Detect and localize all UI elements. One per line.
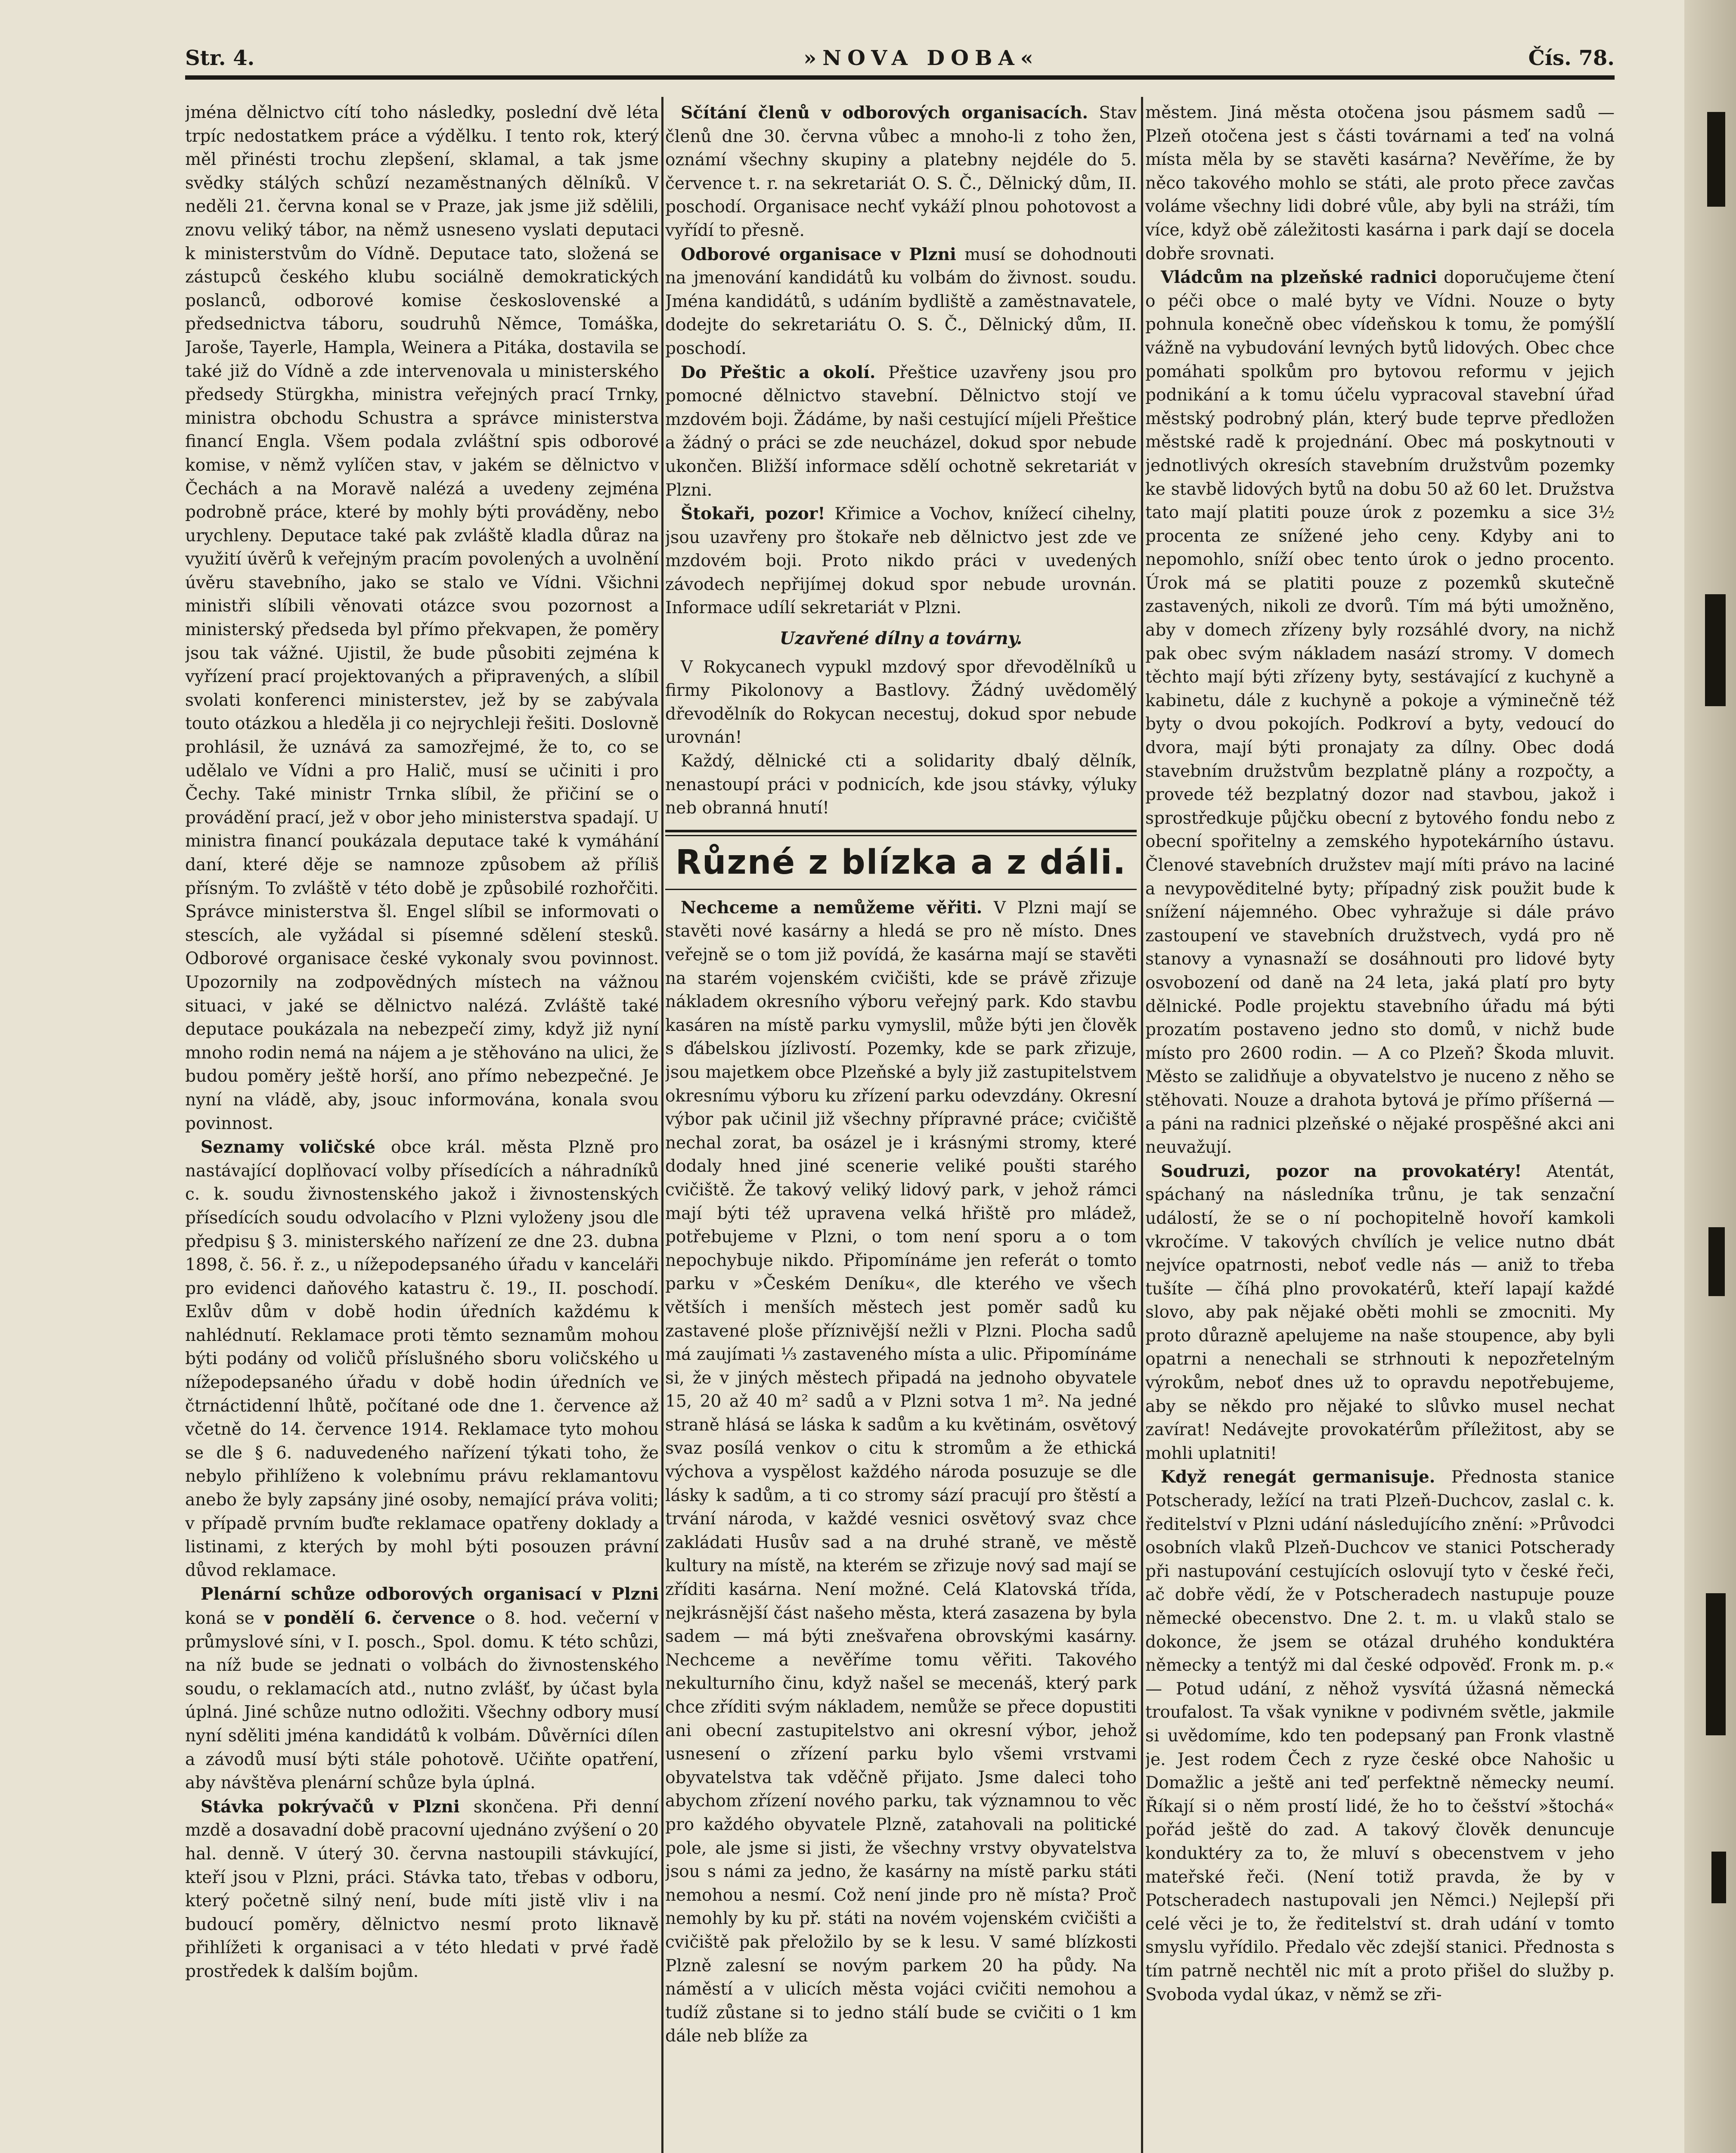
article-text: musí se dohodnouti na jmenování kandidátů ku volbám do živnost. soudu. Jména kandidátů, s udáním bydliště a zaměstnavatele, dodejte do sekretariátu O. S. Č., Dělnický dům, II. poschodí. [665,245,1137,358]
column-3 [1145,101,1615,2153]
article-paragraph [665,896,1137,2048]
article-text: V Plzni mají se stavěti nové kasárny a hledá se pro ně místo. Dnes veřejně se o tom již povídá, že kasárna mají se stavěti na starém vojenském cvičišti, kde se právě zřizuje nákladem okresního výboru veřejný park. Kdo stavbu kasáren na místě parku vymyslil, může býti jen člověk s ďábelskou jízlivostí. Pozemky, kde se park zřizuje, jsou majetkem obce Plzeňské a byly již zastupitelstvem okresnímu výboru ku zřízení parku odevzdány. Okresní výbor pak učinil již všechny přípravné práce; cvičiště nechal zorat, ba osázel je i krásnými stromy, které dodaly hned jiné scenerie veliké poušti starého cvičiště. Že takový veliký lidový park, v jehož rámci mají býti též upravena velká hřiště pro mládež, potřebujeme v Plzni, o tom není sporu a o tom nepochybuje nikdo. Připomínáme jen referát o tomto parku v »Českém Deníku«, dle kterého ve všech větších i menších městech jest poměr sadů ku zastavené ploše příznivější nežli v Plzni. Plocha sadů má zaujímati ⅓ zastaveného místa a ulic. Připomínáme si, že v jiných městech připadá na jednoho obyvatele 15, 20 až 40 m² sadů a v Plzni sotva 1 m². Na jedné straně hlásá se láska k sadům a ku květinám, osvětový svaz posílá venkov o citu k stromům a že ethická výchova a vyspělost každého národa posuzuje se dle lásky k sadům, a ti co stromy sází pracují pro štěstí a trvání národa, v každé vesnici osvětový svaz chce zakládati Husův sad a na druhé straně, ve městě kultury na místě, na kterém se zřizuje nový sad mají se zříditi kasárna. Není možné. Celá Klatovská třída, nejkrásnější část našeho města, která zasazena by byla sadem — má býti znešvařena obrovskými kasárny. Nechceme a nevěříme tomu věřiti. Takového nekulturního činu, když našel se mecenáš, který park chce zříditi svým nákladem, nemůže se přece dopustiti ani obecní zastupitelstvo ani okresní výbor, jehož usnesení o zřízení parku bylo všemi vrstvami obyvatelstva tak vděčně přijato. Jsme daleci toho abychom zřízení nového parku, tak významnou to věc pro každého obyvatele Plzně, zatahovali na politické pole, ale jsme si jisti, že všechny vrstvy obyvatelstva jsou s námi za jedno, že kasárny na místě parku státi nemohou a nesmí. Což není jinde pro ně místa? Proč nemohly by ku př. státi na novém vojenském cvičišti a cvičiště pak přeložilo by se k lesu. V samé blízkosti Plzně zalesní se novým parkem 20 ha půdy. Na náměstí a v ulicích města vojáci cvičiti nemohou a tudíž zůstane si to jedno stálí bude se cvičiti o 1 km dále neb blíže za [665,898,1137,2046]
article-heading: Odborové organisace v Plzni [681,244,956,264]
article-paragraph [665,101,1137,243]
article-text: jména dělnictvo cítí toho následky, poslední dvě léta trpíc nedostatkem práce a výdělku. I tento rok, který měl přinésti trochu zlepšení, sklamal, a tak jsme svědky stálých schůzí nezaměstnaných dělníků. V neděli 21. června konal se v Praze, jak jsme již sdělili, znovu veliký tábor, na němž usneseno vyslati deputaci k ministerstvům do Vídně. Deputace tato, složená se zástupců českého klubu sociálně demokratických poslanců, odborové komise československé a předsednictva táboru, soudruhů Němce, Tomáška, Jaroše, Tayerle, Hampla, Weinera a Pitáka, dostavila se také již do Vídně a zde intervenovala u ministerského předsedy Stürgkha, ministra veřejných prací Trnky, ministra obchodu Schustra a správce ministerstva financí Engla. Všem podala zvláštní spis odborové komise, v němž vylíčen stav, v jakém se dělnictvo v Čechách a na Moravě nalézá a uvedeny zejména podrobně práce, které by mohly býti prováděny, nebo urychleny. Deputace také pak zvláště kladla důraz na využití úvěrů k veřejným pracím povolených a uvolnění úvěru stavebního, jako se stalo ve Vídni. Všichni ministři slíbili věnovati otázce svou pozornost a ministerský předseda byl přímo překvapen, že poměry jsou tak vážné. Ujistil, že bude působiti zejména k vyřízení prací projektovaných a připravených, a slíbil svolati konferenci ministerstev, jež by se zabývala touto otázkou a hleděla ji co nejrychleji řešiti. Doslovně prohlásil, že uznává za samozřejmé, že to, co se udělalo ve Vídni a pro Halič, musí se učiniti i pro Čechy. Také ministr Trnka slíbil, že přičiní se o provádění prací, jež v obor jeho ministerstva spadají. U ministra financí poukázala deputace také k vymáhání daní, které děje se namnoze způsobem až příliš přísným. To zvláště v této době je způsobilé rozhořčiti. Správce ministerstva šl. Engel slíbil se informovati o stescích, ale vyžádal si písemné sdělení stesků. Odborové organisace české vykonaly svou povinnost. Upozornily na zodpovědných místech na vážnou situaci, v jaké se dělnictvo nalézá. Zvláště také deputace poukázala na nebezpečí zimy, když již nyní mnoho rodin nemá na nájem a je stěhováno na ulici, že budou poměry ještě horší, ano přímo nebezpečné. Je nyní na vládě, aby, jsouc informována, konala svou povinnost. [185,103,659,1133]
column-rule [1141,97,1143,2153]
article-text: obce král. města Plzně pro nastávající doplňovací volby přísedících a náhradníků c. k. soudu živnostenského jakož i živnostenských přísedících soudu odvolacího v Plzni vyloženy jsou dle předpisu § 3. ministerského nařízení ze dne 23. dubna 1898, č. 56. ř. z., u nížepodepsaného úřadu v kanceláři pro evidenci daňového katastru č. 19., II. poschodí. Exlův dům v době hodin úředních každému k nahlédnutí. Reklamace proti těmto seznamům mohou býti podány od voličů příslušného sboru voličského u nížepodepsaného úřadu v době hodin úředních ve čtrnáctidenní lhůtě, počítané ode dne 1. července až včetně do 14. července 1914. Reklamace tyto mohou se dle § 6. naduvedeného nařízení týkati toho, že nebylo přihlíženo k volebnímu právu reklamantovu anebo že byly zapsány jiné osoby, nemající práva voliti; v případě prvním buďte reklamace opatřeny doklady a listinami, z kterých by mohl býti posouzen právní důvod reklamace. [185,1138,659,1580]
article-text: Atentát, spáchaný na následníka trůnu, je tak senzační událostí, že se o ní pochopitelně hovoří kamkoli vkročíme. V takových chvílích je velice nutno dbát nejvíce opatrnosti, neboť vedle nás — aniž to třeba tušíte — číhá plno provokatérů, kteří lapají každé slovo, aby pak nějaké oběti mohli se zmocniti. My proto důrazně apelujeme na naše stoupence, aby byli opatrni a nenechali se strhnouti k nepozřetelným výrokům, neboť dnes už to opravdu nepotřebujeme, aby se někdo pro nějaké to slůvko musel nechat zavírat! Nedávejte provokatérům příležitost, aby se mohli uplatniti! [1145,1161,1615,1463]
article-text: Přednosta stanice Potscherady, ležící na trati Plzeň-Duchcov, zaslal c. k. ředitelství v Plzni udání následujícího znění: »Průvodci osobních vlaků Plzeň-Duchcov ve stanici Potscherady při nastupování cestujících oslovují tyto v české řeči, ač dobře vědí, že v Potscheradech nastupuje pouze německé obecenstvo. Dne 2. t. m. u vlaků stalo se dokonce, že jsem se otázal druhého konduktéra německy a tentýž mi dal české odpověď. Fronk m. p.« — Potud udání, z něhož vysvítá úžasná německá troufalost. Ta však vynikne v podivném světle, jakmile si uvědomíme, kdo ten podepsaný pan Fronk vlastně je. Jest rodem Čech z ryze české obce Nahošic u Domažlic a ještě ani teď perfektně německy neumí. Říkají si o něm prostí lidé, že ho to češství »štochá« pořád ještě do zad. A takový člověk denuncuje konduktéry za to, že mluví s obecenstvem v jeho mateřské řeči. (Není totiž pravda, že by v Potscheradech nastupovali jen Němci.) Nejlepší při celé věci je to, že ředitelství st. drah udání v tomto smyslu vyřídilo. Předalo věc zdejší stanici. Přednosta s tím patrně nechtěl nic mít a proto přišel do služby p. Svoboda vydal úkaz, v němž se zři- [1145,1467,1615,2004]
article-heading: Stávka pokrývačů v Plzni [201,1796,460,1817]
article-paragraph [185,1135,659,1582]
article-paragraph [665,502,1137,620]
subsection-title: Uzavřené dílny a továrny. [779,628,1023,649]
article-text: koná se [185,1609,254,1628]
article-heading: Štokaři, pozor! [681,504,825,524]
section-rule [665,835,1137,836]
column-rule [661,97,663,2153]
margin-mark [1705,594,1726,706]
issue-number: Čís. 78. [1528,46,1615,70]
margin-mark [1706,1593,1726,1735]
margin-mark [1708,1227,1725,1296]
article-text: skončena. Při denní mzdě a dosavadní době pracovní ujednáno zvýšení o 20 hal. denně. V úterý 30. června nastoupili stávkující, kteří jsou v Plzni, práci. Stávka tato, třebas v odboru, který početně silný není, bude míti jistě vliv i na budoucí poměry, dělnictvo nesmí proto liknavě přihlížeti k organisaci a v této hledati v prvé řadě prostředek k dalším bojům. [185,1797,659,1981]
page-header [185,45,1615,71]
article-paragraph [1145,266,1615,1160]
section-rule [665,889,1137,890]
article-text: Stav členů dne 30. června vůbec a mnoho-li z toho žen, oznámí všechny skupiny a platebny nejdéle do 5. července t. r. na sekretariát O. S. Č., Dělnický dům, II. poschodí. Organisace nechť vykáží plnou pohotovost a vyřídí to přesně. [665,103,1137,240]
article-heading: Když renegát germanisuje. [1161,1467,1435,1487]
article-heading: Soudruzi, pozor na provokatéry! [1161,1161,1522,1181]
margin-mark [1707,112,1725,207]
margin-mark [1711,1852,1726,1903]
section-rule [665,830,1137,832]
section-header [665,830,1137,890]
article-paragraph [665,243,1137,361]
column-1 [185,101,659,2153]
article-text: městem. Jiná města otočena jsou pásmem sadů — Plzeň otočena jest s části továrnami a teď na volná místa měla by se stavěti kasárna? Nevěříme, že by něco takového mohlo se státi, ale proto přece zavčas voláme všechny lidi dobré vůle, aby byli na stráži, tím více, když obě záležitosti kasárna i park dají se docela dobře srovnati. [1145,103,1615,264]
column-2 [665,101,1137,2153]
article-text: doporučujeme čtení o péči obce o malé byty ve Vídni. Nouze o byty pohnula konečně obec vídeňskou k tomu, že pomýšlí vážně na vybudování levných bytů lidových. Obec chce pomáhati spolkům pro bytovou reformu v jejich podnikání a k tomu účelu vypracoval stavební úřad městský podrobný plán, který bude teprve předložen městské radě k projednání. Obec má poskytnouti v jednotlivých okresích stavebním družstvům pozemky ke stavbě lidových bytů na dobu 50 až 60 let. Družstva tato mají platiti pouze úrok z pozemku a sice 3½ procenta ze snížené jeho ceny. Kdyby ani to nepomohlo, sníží obec tento úrok o jedno procento. Úrok má se platiti pouze z pozemků skutečně zastavených, nikoli ze dvorů. Tím má býti umožněno, aby v domech zřízeny byly rozsáhlé dvory, na nichž pak obec svým nákladem nasází stromy. V domech těchto mají býti zřízeny byty, sestávající z kuchyně a kabinetu, dále z kuchyně a pokoje a výminečně též byty o dvou pokojích. Podkroví a byty, vedoucí do dvora, mají býti pronajaty za dílny. Obec dodá stavebním družstvům bezplatně plány a rozpočty, a provede též bezplatný dozor nad stavbou, jakož i sprostředkuje půjčku obecní z bytového fondu nebo z obecní spořitelny a zemského hypotekárního ústavu. Členové stavebních družstev mají míti právo na laciné a nevypověditelné byty; případný zisk použit bude k snížení nájemného. Obec vyhražuje si dále právo zastoupení ve stavebních družstvech, vydá pro ně stanovy a vynasnaží se dosáhnouti pro lidové byty osvobození od daně na 24 leta, jaká platí pro byty dělnické. Podle projektu stavebního úřadu má býti prozatím postaveno jedno sto domů, v nichž bude místo pro 2600 rodin. — A co Plzeň? Škoda mluvit. Město se zalidňuje a obyvatelstvo je nuceno z něho se stěhovati. Nouze a drahota bytová je přímo příšerná — a páni na radnici plzeňské o nějaké prospěšné akci ani neuvažují. [1145,268,1615,1157]
article-text: Přeštice uzavřeny jsou pro pomocné dělnictvo stavební. Dělnictvo stojí ve mzdovém boji. Žádáme, by naši cestující míjeli Přeštice a žádný o práci se zde neucházel, dokud spor nebude ukončen. Bližší informace sdělí ochotně sekretariát v Plzni. [665,363,1137,500]
article-paragraph [1145,1160,1615,1466]
article-paragraph [665,361,1137,503]
article-emphasis: v pondělí 6. července [264,1608,475,1628]
page-edge [1684,0,1736,2153]
page-number: Str. 4. [185,46,255,70]
article-paragraph [185,1795,659,1984]
article-text: Křimice a Vochov, knížecí cihelny, jsou uzavřeny pro štokaře neb dělnictvo jest zde ve mzdovém boji. Proto nikdo práci v uvedených závodech nepřijímej dokud spor nebude urovnán. Informace udílí sekretariát v Plzni. [665,504,1137,618]
article-paragraph [185,1582,659,1795]
header-rule [185,75,1615,80]
article-heading: Plenární schůze odborových organisací v Plzni [201,1584,659,1604]
article-heading: Vládcům na plzeňské radnici [1161,267,1437,288]
article-heading: Nechceme a nemůžeme věřiti. [681,897,983,918]
article-heading: Seznamy voličské [201,1137,375,1157]
article-paragraph [1145,1465,1615,2007]
article-heading: Do Přeštic a okolí. [681,362,876,382]
newspaper-title: »NOVA DOBA« [803,46,1039,70]
article-text: o 8. hod. večerní v průmyslové síni, v I. posch., Spol. domu. K této schůzi, na níž bude se jednati o volbách do živnostenského soudu, o reklamacích atd., nutno zvlášť, by účast byla úplná. Jiné schůze nutno odložiti. Všechny odbory musí nyní sděliti jména kandidátů k volbám. Důvěrníci dílen a závodů musí býti stále pohotově. Učiňte opatření, aby návštěva plenární schůze byla úplná. [185,1609,659,1793]
article-heading: Sčítání členů v odborových organisacích. [681,103,1088,123]
article-text: V Rokycanech vypukl mzdový spor dřevodělníků u firmy Pikolonovy a Bastlovy. Žádný uvědomělý dřevodělník do Rokycan necestuj, dokud spor nebude urovnán! [665,657,1137,748]
section-title: Různé z blízka a z dáli. [675,843,1127,882]
article-text: Každý, dělnické cti a solidarity dbalý dělník, nenastoupí práci v podnicích, kde jsou stávky, výluky neb obranná hnutí! [665,751,1137,818]
